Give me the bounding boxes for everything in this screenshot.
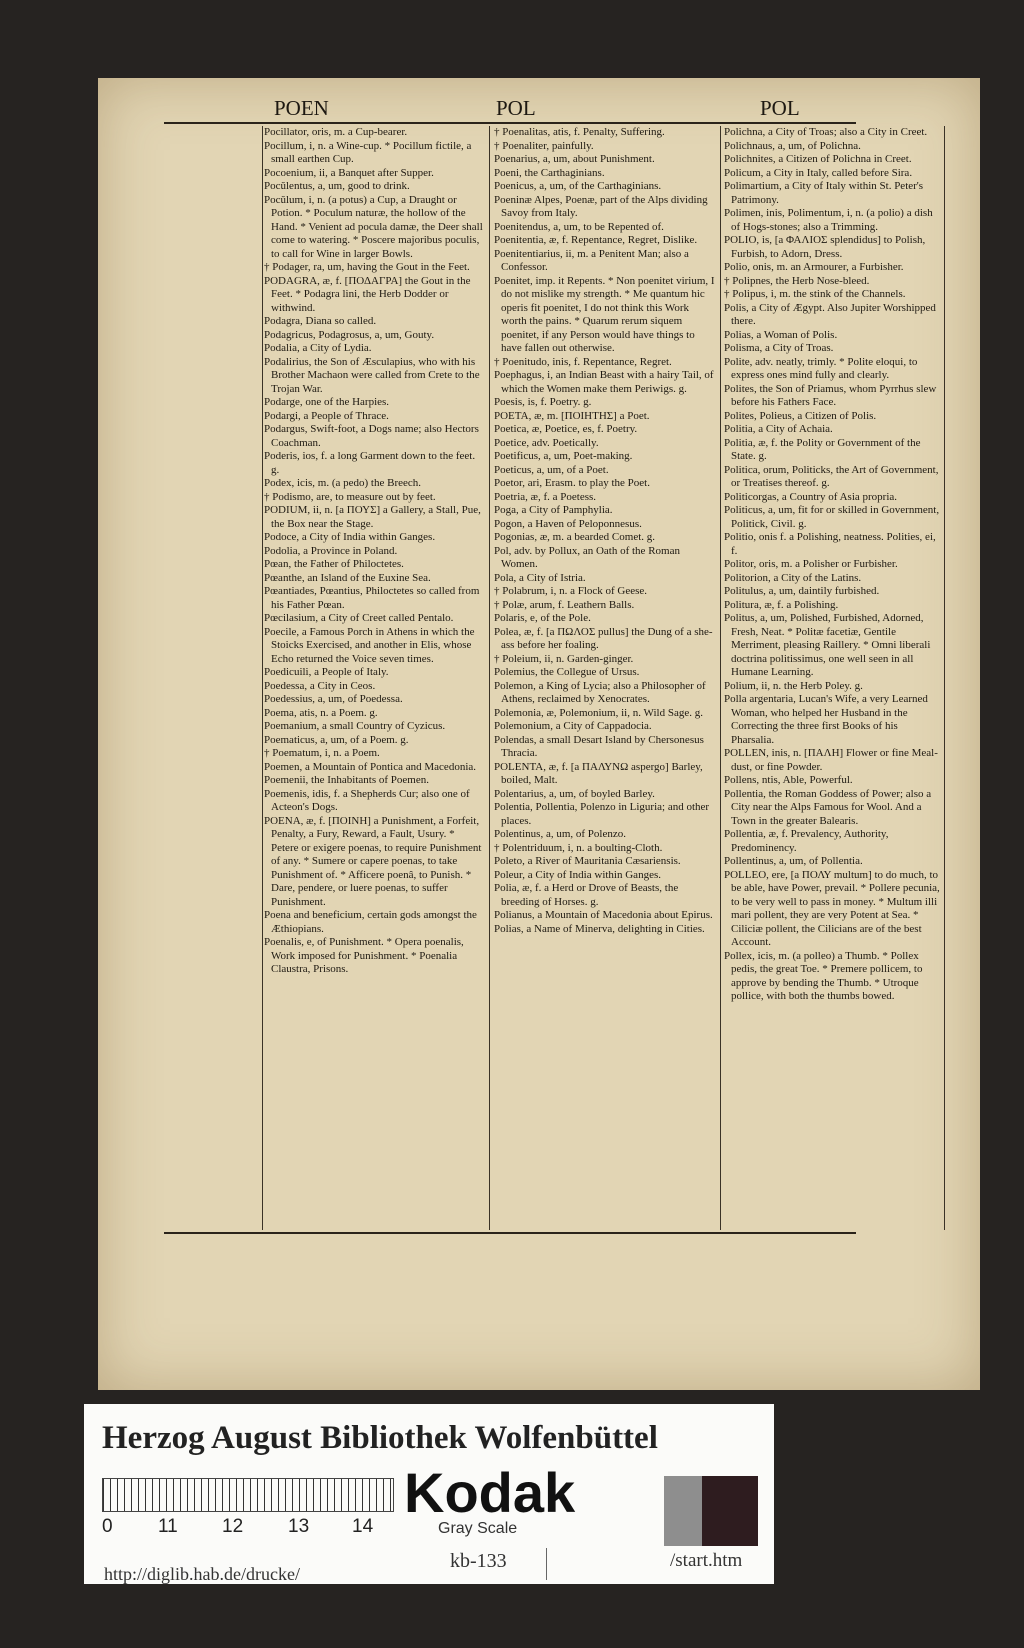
ruler-number: 0 bbox=[102, 1516, 113, 1537]
dictionary-entry: Polichnites, a Citizen of Polichna in Creet. bbox=[724, 153, 912, 165]
dictionary-entry: Poetice, adv. Poetically. bbox=[494, 436, 599, 449]
dictionary-entry: Polemonia, æ, Polemonium, ii, n. Wild Sage. g. bbox=[494, 706, 703, 719]
dictionary-entry: Polium, ii, n. the Herb Poley. g. bbox=[724, 679, 863, 692]
dictionary-entry: Poedessius, a, um, of Poedessa. bbox=[264, 693, 403, 705]
color-calibration-card bbox=[84, 1404, 774, 1584]
dictionary-entry: Podagra, Diana so called. bbox=[264, 315, 377, 327]
dictionary-entry: Poeticus, a, um, of a Poet. bbox=[494, 463, 609, 476]
dictionary-entry: Poenalis, e, of Punishment. * Opera poenalis, Work imposed for Punishment. * Poenalia Claustra, Prisons. bbox=[264, 936, 464, 975]
dictionary-entry: Poleur, a City of India within Ganges. bbox=[494, 868, 661, 881]
dictionary-entry: Poema, atis, n. a Poem. g. bbox=[264, 706, 378, 719]
dictionary-entry: Podolia, a Province in Poland. bbox=[264, 544, 398, 557]
dictionary-entry: Podex, icis, m. (a pedo) the Breech. bbox=[264, 477, 422, 489]
column-1 bbox=[264, 126, 484, 1226]
dictionary-entry: Politura, æ, f. a Polishing. bbox=[724, 598, 839, 611]
dictionary-entry: Poga, a City of Pamphylia. bbox=[494, 504, 613, 516]
dictionary-entry: Podargus, Swift-foot, a Dogs name; also Hectors Coachman. bbox=[264, 423, 479, 449]
dictionary-entry: † Poematum, i, n. a Poem. bbox=[264, 747, 380, 759]
dictionary-entry: Politio, onis f. a Polishing, neatness. Polities, ei, f. bbox=[724, 531, 936, 557]
dictionary-entry: Pola, a City of Istria. bbox=[494, 571, 586, 584]
dictionary-entry: Podarge, one of the Harpies. bbox=[264, 396, 390, 408]
dictionary-entry: Polea, æ, f. [a ΠΩΛΟΣ pullus] the Dung of a she-ass before her foaling. bbox=[494, 625, 713, 651]
dictionary-entry: Polemius, the Collegue of Ursus. bbox=[494, 666, 640, 678]
dictionary-entry: Polia, æ, f. a Herd or Drove of Beasts, the breeding of Horses. g. bbox=[494, 882, 679, 908]
dictionary-entry: Pollex, icis, m. (a polleo) a Thumb. * Pollex pedis, the great Toe. * Premere pollicem, to approve by bending the Thumb. * Utroque pollice, with both the thumbs bowed. bbox=[724, 949, 923, 1002]
dictionary-entry: Politica, orum, Politicks, the Art of Government, or Treatises thereof. g. bbox=[724, 463, 939, 489]
dictionary-entry: Poetificus, a, um, Poet-making. bbox=[494, 450, 633, 462]
dark-swatch bbox=[702, 1476, 758, 1546]
kodak-logo: Kodak bbox=[404, 1461, 576, 1524]
dictionary-entry: Politicus, a, um, fit for or skilled in Government, Politick, Civil. g. bbox=[724, 504, 940, 530]
dictionary-entry: PODIUM, ii, n. [a ΠΟΥΣ] a Gallery, a Stall, Pue, the Box near the Stage. bbox=[264, 504, 481, 530]
dictionary-entry: Poematicus, a, um, of a Poem. g. bbox=[264, 733, 409, 746]
shelf-code: kb-133 bbox=[450, 1550, 507, 1572]
start-link[interactable]: /start.htm bbox=[670, 1550, 743, 1571]
dictionary-entry: Pogonias, æ, m. a bearded Comet. g. bbox=[494, 531, 656, 543]
card-divider bbox=[546, 1548, 547, 1580]
dictionary-entry: Poenitendus, a, um, to be Repented of. bbox=[494, 220, 664, 233]
footer-rule bbox=[164, 1232, 856, 1234]
dictionary-entry: Poleto, a River of Mauritania Cæsariensis. bbox=[494, 855, 681, 867]
column-divider-1 bbox=[489, 126, 490, 1230]
dictionary-entry: Poemen, a Mountain of Pontica and Macedonia. bbox=[264, 760, 477, 773]
gray-swatch bbox=[664, 1476, 702, 1546]
dictionary-entry: Poeni, the Carthaginians. bbox=[494, 166, 605, 179]
dictionary-entry: POENA, æ, f. [ΠΟΙΝΗ] a Punishment, a Forfeit, Penalty, a Fury, Reward, a Fault, Usury. * Petere or exigere poenas, to require Punishment of any. * Sumere or capere poenas, to take Punishment of. * Afficere poenâ, to Punish. * Dare, pendere, or luere poenas, to suffer Punishment. bbox=[264, 814, 482, 908]
dictionary-entry: Poedessa, a City in Ceos. bbox=[264, 679, 376, 692]
dictionary-entry: Pocillum, i, n. a Wine-cup. * Pocillum fictile, a small earthen Cup. bbox=[264, 139, 472, 165]
dictionary-entry: Polianus, a Mountain of Macedonia about Epirus. bbox=[494, 909, 713, 921]
dictionary-entry: Poetica, æ, Poetice, es, f. Poetry. bbox=[494, 423, 638, 435]
dictionary-entry: Polichnaus, a, um, of Polichna. bbox=[724, 139, 861, 152]
dictionary-entry: Pœan, the Father of Philoctetes. bbox=[264, 558, 404, 570]
dictionary-entry: Podalirius, the Son of Æsculapius, who with his Brother Machaon were called from Crete to the Trojan War. bbox=[264, 355, 480, 395]
dictionary-entry: Poecile, a Famous Porch in Athens in which the Stoicks Exercised, and another in Elis, whose Echo returned the Voice seven times. bbox=[264, 625, 475, 665]
dictionary-entry: Pollentia, the Roman Goddess of Power; also a City near the Alps Famous for Wool. And a Town in the greater Balearis. bbox=[724, 787, 932, 827]
dictionary-entry: Poetor, ari, Erasm. to play the Poet. bbox=[494, 477, 650, 489]
dictionary-entry: Poenarius, a, um, about Punishment. bbox=[494, 153, 655, 165]
dictionary-entry: Poedicuili, a People of Italy. bbox=[264, 666, 389, 678]
dictionary-entry: Pollentinus, a, um, of Pollentia. bbox=[724, 855, 863, 867]
header-left: POEN bbox=[274, 96, 329, 120]
dictionary-entry: † Polentriduum, i, n. a boulting-Cloth. bbox=[494, 841, 663, 854]
dictionary-entry: POLIO, is, [a ΦΑΛΙΟΣ splendidus] to Polish, Furbish, to Adorn, Dress. bbox=[724, 234, 926, 260]
dictionary-entry: Polentinus, a, um, of Polenzo. bbox=[494, 828, 626, 840]
dictionary-entry: Polichna, a City of Troas; also a City in Creet. bbox=[724, 126, 928, 138]
dictionary-entry: Polites, Polieus, a Citizen of Polis. bbox=[724, 409, 877, 422]
dictionary-entry: Polite, adv. neatly, trimly. * Polite eloqui, to express ones mind fully and clearly. bbox=[724, 355, 918, 381]
dictionary-entry: PODAGRA, æ, f. [ΠΟΔΑΓΡΑ] the Gout in the Feet. * Podagra lini, the Herb Dodder or withwind. bbox=[264, 274, 471, 314]
dictionary-entry: Poenicus, a, um, of the Carthaginians. bbox=[494, 180, 662, 192]
outer-border-right bbox=[944, 126, 945, 1230]
dictionary-entry: † Polæ, arum, f. Leathern Balls. bbox=[494, 598, 635, 611]
outer-border-left bbox=[262, 126, 263, 1230]
dictionary-entry: Pollens, ntis, Able, Powerful. bbox=[724, 774, 853, 786]
dictionary-entry: Pocoenium, ii, a Banquet after Supper. bbox=[264, 166, 434, 179]
dictionary-entry: Pocŭlentus, a, um, good to drink. bbox=[264, 180, 410, 192]
running-header bbox=[164, 96, 854, 122]
dictionary-entry: Polis, a City of Ægypt. Also Jupiter Worshipped there. bbox=[724, 301, 936, 327]
column-divider-2 bbox=[720, 126, 721, 1230]
ruler-number: 11 bbox=[158, 1516, 178, 1537]
dictionary-entry: Poena and beneficium, certain gods amongst the Æthiopians. bbox=[264, 909, 477, 935]
dictionary-entry: † Podismo, are, to measure out by feet. bbox=[264, 490, 436, 503]
dictionary-entry: Podalia, a City of Lydia. bbox=[264, 342, 372, 354]
dictionary-entry: † Polabrum, i, n. a Flock of Geese. bbox=[494, 585, 648, 597]
dictionary-entry: Poetria, æ, f. a Poetess. bbox=[494, 490, 597, 503]
dictionary-entry: Polentia, Pollentia, Polenzo in Liguria; and other places. bbox=[494, 801, 710, 827]
dictionary-entry: Polemon, a King of Lycia; also a Philosopher of Athens, reclaimed by Xenocrates. bbox=[494, 679, 706, 705]
header-right: POL bbox=[760, 96, 800, 120]
dictionary-entry: Pœanthe, an Island of the Euxine Sea. bbox=[264, 571, 431, 584]
ruler-number: 12 bbox=[222, 1516, 244, 1537]
dictionary-entry: Politus, a, um, Polished, Furbished, Adorned, Fresh, Neat. * Politæ facetiæ, Gentile Merriment, pleasing Raillery. * Omni liberali doctrina politissimus, one well seen in all Humane Learning. bbox=[724, 612, 931, 678]
dictionary-entry: Polla argentaria, Lucan's Wife, a very Learned Woman, who helped her Husband in the Correcting the three first Books of his Pharsalia. bbox=[724, 693, 928, 746]
dictionary-entry: Polimen, inis, Polimentum, i, n. (a polio) a dish of Hogs-stones; also a Trimming. bbox=[724, 207, 933, 233]
dictionary-entry: POLLEO, ere, [a ΠΟΛΥ multum] to do much, to be able, have Power, prevail. * Pollere pecunia, to be very well to pass in money. * Multum illi mari pollent, they are very Potent at Sea. * Ciliciæ pollent, the Cilicians are of the best Account. bbox=[724, 868, 940, 948]
dictionary-entry: Podargi, a People of Thrace. bbox=[264, 409, 389, 422]
dictionary-entry: Pol, adv. by Pollux, an Oath of the Roman Women. bbox=[494, 544, 680, 570]
dictionary-entry: Polias, a Name of Minerva, delighting in Cities. bbox=[494, 922, 705, 935]
dictionary-entry: † Poenitudo, inis, f. Repentance, Regret. bbox=[494, 355, 672, 368]
dictionary-entry: Poenitentia, æ, f. Repentance, Regret, Dislike. bbox=[494, 234, 698, 246]
dictionary-entry: Politia, a City of Achaia. bbox=[724, 423, 833, 435]
dictionary-entry: † Poleium, ii, n. Garden-ginger. bbox=[494, 652, 634, 665]
dictionary-entry: Polendas, a small Desart Island by Chersonesus Thracia. bbox=[494, 733, 704, 759]
dictionary-entry: Polaris, e, of the Pole. bbox=[494, 612, 591, 624]
dictionary-entry: Poemenii, the Inhabitants of Poemen. bbox=[264, 774, 429, 786]
dictionary-entry: Politorion, a City of the Latins. bbox=[724, 571, 862, 584]
header-rule bbox=[164, 122, 856, 124]
dictionary-entry: Polemonium, a City of Cappadocia. bbox=[494, 720, 652, 732]
dictionary-entry: Poderis, ios, f. a long Garment down to the feet. g. bbox=[264, 450, 476, 476]
library-name: Herzog August Bibliothek Wolfenbüttel bbox=[102, 1420, 658, 1456]
dictionary-entry: Podagricus, Podagrosus, a, um, Gouty. bbox=[264, 328, 435, 341]
library-url[interactable]: http://diglib.hab.de/drucke/ bbox=[104, 1564, 300, 1584]
dictionary-entry: Polites, the Son of Priamus, whom Pyrrhus slew before his Fathers Face. bbox=[724, 382, 937, 408]
gray-scale-label: Gray Scale bbox=[438, 1520, 518, 1537]
dictionary-entry: Pœcilasium, a City of Creet called Pentalo. bbox=[264, 612, 454, 624]
dictionary-entry: Pocillator, oris, m. a Cup-bearer. bbox=[264, 126, 408, 138]
dictionary-entry: Podoce, a City of India within Ganges. bbox=[264, 531, 436, 543]
dictionary-entry: Poemanium, a small Country of Cyzicus. bbox=[264, 720, 446, 732]
dictionary-entry: † Polipnes, the Herb Nose-bleed. bbox=[724, 274, 870, 287]
scale-ruler bbox=[102, 1478, 394, 1512]
dictionary-entry: Polentarius, a, um, of boyled Barley. bbox=[494, 787, 655, 800]
dictionary-entry: Politia, æ, f. the Polity or Government of the State. g. bbox=[724, 436, 921, 462]
dictionary-entry: Polisma, a City of Troas. bbox=[724, 342, 834, 354]
dictionary-entry: POLLEN, inis, n. [ΠΑΛΗ] Flower or fine Meal-dust, or fine Powder. bbox=[724, 747, 938, 773]
column-2 bbox=[494, 126, 716, 1226]
ruler-number: 13 bbox=[288, 1516, 310, 1537]
dictionary-entry: Pœantiades, Pœantius, Philoctetes so called from his Father Pœan. bbox=[264, 585, 480, 611]
dictionary-entry: Polias, a Woman of Polis. bbox=[724, 328, 838, 341]
column-3 bbox=[724, 126, 940, 1226]
dictionary-entry: † Poenalitas, atis, f. Penalty, Suffering. bbox=[494, 126, 665, 138]
dictionary-entry: † Poenaliter, painfully. bbox=[494, 139, 594, 152]
dictionary-entry: Pogon, a Haven of Peloponnesus. bbox=[494, 517, 642, 530]
dictionary-entry: † Polipus, i, m. the stink of the Channels. bbox=[724, 288, 906, 300]
dictionary-entry: Poephagus, i, an Indian Beast with a hairy Tail, of which the Women make them Periwigs. g. bbox=[494, 369, 714, 395]
dictionary-entry: POETA, æ, m. [ΠΟΙΗΤΗΣ] a Poet. bbox=[494, 409, 650, 422]
dictionary-entry: † Podager, ra, um, having the Gout in the Feet. bbox=[264, 261, 470, 273]
dictionary-entry: Pocŭlum, i, n. (a potus) a Cup, a Draught or Potion. * Poculum naturæ, the hollow of the Hand. * Venient ad pocula damæ, the Deer shall come to watering. * Poscere majoribus poculis, to call for Wine in larger Bowls. bbox=[264, 193, 483, 260]
dictionary-entry: Poeninæ Alpes, Poenæ, part of the Alps dividing Savoy from Italy. bbox=[494, 193, 708, 219]
header-center: POL bbox=[496, 96, 536, 120]
dictionary-entry: Poesis, is, f. Poetry. g. bbox=[494, 396, 592, 408]
dictionary-entry: Pollentia, æ, f. Prevalency, Authority, Predominency. bbox=[724, 828, 889, 854]
dictionary-entry: Poemenis, idis, f. a Shepherds Cur; also one of Acteon's Dogs. bbox=[264, 787, 470, 813]
dictionary-entry: Politor, oris, m. a Polisher or Furbisher. bbox=[724, 558, 898, 570]
dictionary-entry: Poenitet, imp. it Repents. * Non poenitet virium, I do not mislike my strength. * Me quantum hic operis fit poenitet, I do not think this Work worth the pains. * Quarum rerum siquem poenitet, if any Person would have things to have fallen out otherwise. bbox=[494, 274, 715, 354]
dictionary-entry: Polio, onis, m. an Armourer, a Furbisher. bbox=[724, 261, 904, 273]
dictionary-entry: Politulus, a, um, daintily furbished. bbox=[724, 585, 880, 597]
dictionary-entry: Policum, a City in Italy, called before Sira. bbox=[724, 166, 913, 179]
dictionary-entry: Politicorgas, a Country of Asia propria. bbox=[724, 490, 898, 503]
dictionary-entry: Polimartium, a City of Italy within St. Peter's Patrimony. bbox=[724, 180, 924, 206]
ruler-number: 14 bbox=[352, 1516, 374, 1537]
dictionary-entry: Poenitentiarius, ii, m. a Penitent Man; also a Confessor. bbox=[494, 247, 689, 273]
dictionary-entry: POLENTA, æ, f. [a ΠΑΛΥΝΩ aspergo] Barley, boiled, Malt. bbox=[494, 760, 703, 786]
